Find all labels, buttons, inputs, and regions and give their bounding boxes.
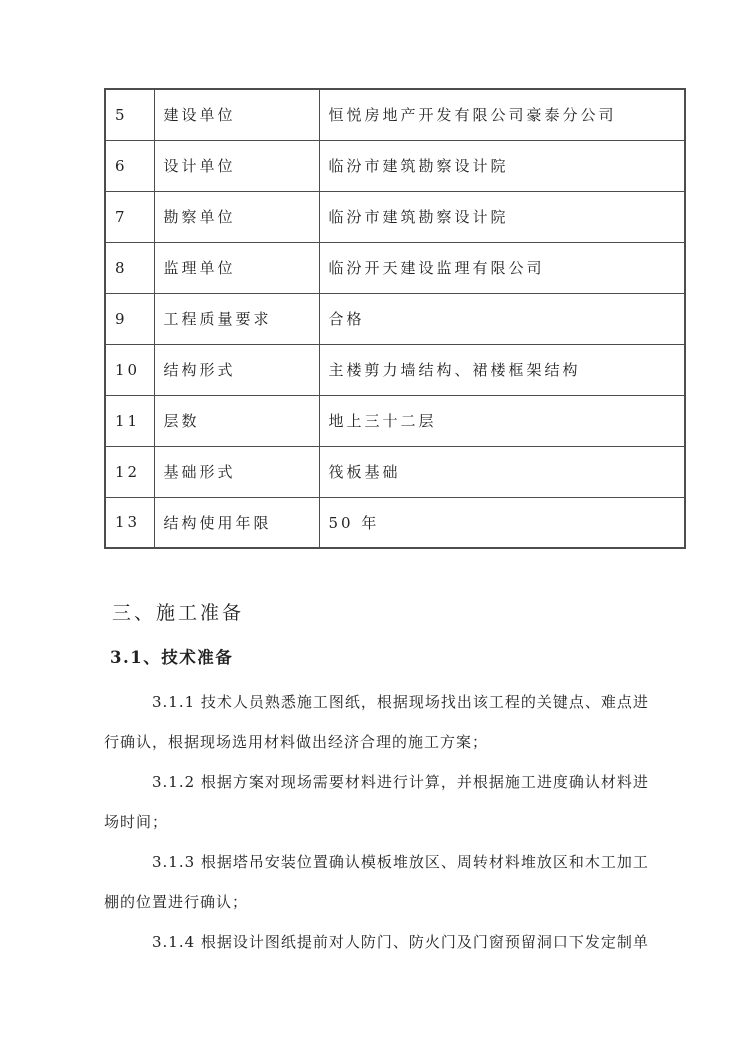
row-number-cell: 9 <box>105 293 154 344</box>
row-number-cell: 5 <box>105 89 154 140</box>
row-label-cell: 建设单位 <box>154 89 319 140</box>
table-row <box>105 446 685 497</box>
paragraph-3-1-2-line: 场时间； <box>104 813 169 831</box>
paragraph-3-1-1-line: 3.1.1 技术人员熟悉施工图纸，根据现场找出该工程的关键点、难点进 <box>152 693 649 711</box>
paragraph-3-1-2-line: 3.1.2 根据方案对现场需要材料进行计算，并根据施工进度确认材料进 <box>152 773 649 791</box>
row-label-cell: 基础形式 <box>154 446 319 497</box>
table-row <box>105 293 685 344</box>
table-row <box>105 344 685 395</box>
row-value-cell: 恒悦房地产开发有限公司豪泰分公司 <box>319 89 685 140</box>
row-value-cell: 地上三十二层 <box>319 395 685 446</box>
row-label-cell: 工程质量要求 <box>154 293 319 344</box>
table-row <box>105 140 685 191</box>
table-row <box>105 191 685 242</box>
row-value-cell: 合格 <box>319 293 685 344</box>
row-label-cell: 勘察单位 <box>154 191 319 242</box>
row-value-cell: 50 年 <box>319 497 685 548</box>
row-value-cell: 临汾市建筑勘察设计院 <box>319 191 685 242</box>
row-number-cell: 11 <box>105 395 154 446</box>
row-value-cell: 临汾市建筑勘察设计院 <box>319 140 685 191</box>
table-row <box>105 89 685 140</box>
row-number-cell: 8 <box>105 242 154 293</box>
paragraph-3-1-3-line: 棚的位置进行确认； <box>104 893 249 911</box>
table-row <box>105 497 685 548</box>
paragraph-3-1-3-line: 3.1.3 根据塔吊安装位置确认模板堆放区、周转材料堆放区和木工加工 <box>152 853 649 871</box>
row-number-cell: 6 <box>105 140 154 191</box>
subsection-heading: 3.1、技术准备 <box>110 648 234 667</box>
row-label-cell: 结构形式 <box>154 344 319 395</box>
row-value-cell: 临汾开天建设监理有限公司 <box>319 242 685 293</box>
body-text-block <box>104 682 660 962</box>
row-label-cell: 层数 <box>154 395 319 446</box>
row-value-cell: 筏板基础 <box>319 446 685 497</box>
paragraph-3-1-4-line: 3.1.4 根据设计图纸提前对人防门、防火门及门窗预留洞口下发定制单 <box>152 933 649 951</box>
project-info-table <box>104 88 686 549</box>
row-label-cell: 设计单位 <box>154 140 319 191</box>
row-value-cell: 主楼剪力墙结构、裙楼框架结构 <box>319 344 685 395</box>
row-number-cell: 13 <box>105 497 154 548</box>
table-row <box>105 395 685 446</box>
section-heading: 三、施工准备 <box>112 602 245 624</box>
table-row <box>105 242 685 293</box>
row-number-cell: 7 <box>105 191 154 242</box>
paragraph-3-1-1-line: 行确认，根据现场选用材料做出经济合理的施工方案； <box>104 733 489 751</box>
row-label-cell: 监理单位 <box>154 242 319 293</box>
row-number-cell: 10 <box>105 344 154 395</box>
row-number-cell: 12 <box>105 446 154 497</box>
row-label-cell: 结构使用年限 <box>154 497 319 548</box>
